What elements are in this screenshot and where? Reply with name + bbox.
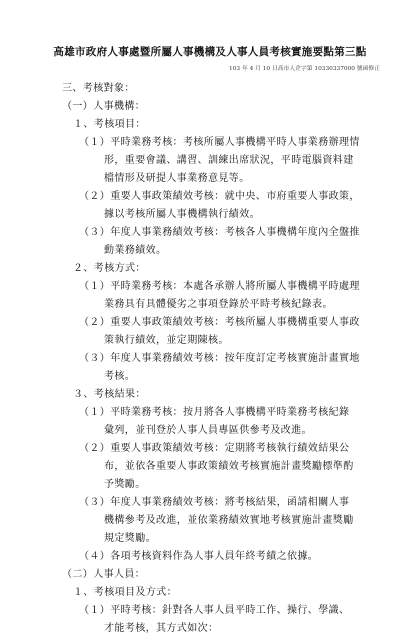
document-line: （３）年度人事業務績效考核：將考核結果，函請相關人事: [79, 497, 350, 508]
document-line: 據以考核所屬人事機構執行績效。: [104, 209, 260, 220]
document-line: ３、考核結果：: [73, 389, 146, 400]
document-line: （２）重要人事政策績效考核：就中央、市府重要人事政策，: [79, 191, 360, 202]
document-line: 規定獎勵。: [104, 533, 156, 544]
document-line: 予獎勵。: [104, 479, 146, 490]
document-line: （１）平時業務考核：考核所屬人事機構平時人事業務辦理情: [79, 137, 360, 148]
document-line: 檔情形及研提人事業務意見等。: [104, 173, 250, 184]
document-line: 策執行績效，並定期陳核。: [104, 335, 229, 346]
document-line: 業務具有具體優劣之事項登錄於平時考核紀錄表。: [104, 299, 333, 310]
document-title: 高雄市政府人事處暨所屬人事機構及人事人員考核實施要點第三點: [53, 46, 367, 58]
document-line: （１）平時業務考核：按月將各人事機構平時業務考核紀錄: [79, 407, 350, 418]
document-line: １、考核項目及方式：: [73, 587, 177, 598]
document-line: 才能考核，其方式如次：: [104, 623, 219, 634]
document-line: 形，重要會議、講習、訓練出席狀況，平時電腦資料建: [104, 155, 354, 166]
document-line: （１）平時考核：針對各人事人員平時工作、操行、學識、: [79, 605, 350, 616]
document-line: 三、考核對象：: [62, 83, 135, 94]
document-line: １、考核項目：: [73, 119, 146, 130]
document-line: （二）人事人員：: [62, 569, 146, 580]
document-line: 機構參考及改進，並依業務績效實地考核實施計畫獎勵: [104, 515, 354, 526]
document-line: （一）人事機構：: [62, 101, 146, 112]
document-line: ２、考核方式：: [73, 263, 146, 274]
document-line: （３）年度人事業務績效考核：考核各人事機構年度內全盤推: [79, 227, 360, 238]
document-line: （４）各項考核資料作為人事人員年終考績之依據。: [79, 551, 319, 562]
document-line: （２）重要人事政策績效考核：定期將考核執行績效結果公: [79, 443, 350, 454]
document-subtitle: 103 年 4 月 10 日高市人企字第 10330337000 號函修正: [229, 66, 380, 72]
document-line: 動業務績效。: [104, 245, 167, 256]
document-line: （３）年度人事業務績效考核：按年度訂定考核實施計畫實地: [79, 353, 360, 364]
document-line: （１）平時業務考核：本處各承辦人將所屬人事機構平時處理: [79, 281, 360, 292]
document-line: （２）重要人事政策績效考核：考核所屬人事機構重要人事政: [79, 317, 360, 328]
document-line: 布，並依各重要人事政策績效考核實施計畫獎勵標準酌: [104, 461, 354, 472]
document-line: 考核。: [104, 371, 136, 382]
document-body: [0, 80, 420, 638]
document-line: 彙列，並刊登於人事人員專區供參考及改進。: [104, 425, 312, 436]
